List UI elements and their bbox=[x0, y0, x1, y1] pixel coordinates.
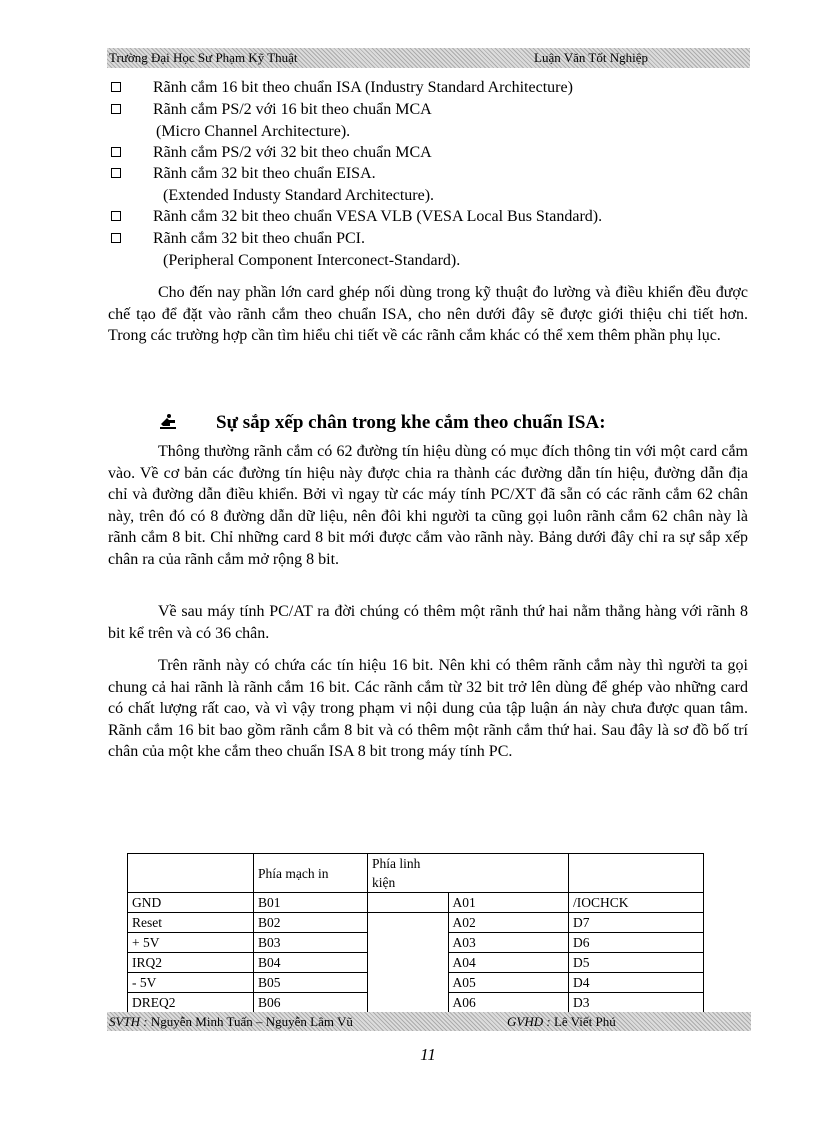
page-header bbox=[107, 48, 750, 68]
table-row: DREQ2 B06 A06 D3 bbox=[128, 993, 704, 1013]
table-gap bbox=[368, 933, 449, 953]
checkbox-bullet-icon bbox=[111, 168, 121, 178]
table-header-row bbox=[128, 854, 704, 893]
body-paragraph-2: Về sau máy tính PC/AT ra đời chúng có thêm một rãnh thứ hai nằm thẳng hàng với rãnh 8 bit kể trên và có 36 chân. bbox=[108, 603, 748, 642]
table-header-b: Phía mạch in bbox=[254, 854, 368, 893]
section-title-text: Sự sắp xếp chân trong khe cắm theo chuẩn ISA: bbox=[216, 412, 606, 433]
page-footer bbox=[107, 1012, 751, 1031]
hand-pointer-icon bbox=[158, 413, 178, 431]
table-row: + 5V B03 A03 D6 bbox=[128, 933, 704, 953]
table-row: GND B01 A01 /IOCHCK bbox=[128, 893, 704, 913]
table-gap bbox=[368, 993, 449, 1013]
table-row: - 5V B05 A05 D4 bbox=[128, 973, 704, 993]
table-gap bbox=[368, 953, 449, 973]
checkbox-bullet-icon bbox=[111, 233, 121, 243]
header-school: Trường Đại Học Sư Phạm Kỹ Thuật bbox=[109, 50, 298, 65]
table-gap bbox=[368, 973, 449, 993]
checkbox-bullet-icon bbox=[111, 211, 121, 221]
table-gap bbox=[368, 913, 449, 933]
section-title bbox=[158, 412, 606, 434]
footer-svth: SVTH : Nguyễn Minh Tuấn – Nguyễn Lâm Vũ bbox=[109, 1014, 353, 1029]
header-doc-type: Luận Văn Tốt Nghiệp bbox=[534, 50, 648, 65]
table-cell bbox=[128, 854, 254, 893]
table-row: IRQ2 B04 A04 D5 bbox=[128, 953, 704, 973]
checkbox-bullet-icon bbox=[111, 104, 121, 114]
table-cell bbox=[448, 854, 569, 893]
table-row: Reset B02 A02 D7 bbox=[128, 913, 704, 933]
body-paragraph-3: Trên rãnh này có chứa các tín hiệu 16 bit. Nên khi có thêm rãnh cắm này thì người ta gọi chung cả hai rãnh là rãnh cắm 16 bit. Các rãnh cắm từ 32 bit trở lên dùng để ghép vào những card có chất lượng rất cao, và vì vậy trong phạm vi nội dung của tập luận án này chưa được quan tâm. Rãnh cắm 16 bit bao gồm rãnh cắm 8 bit và có thêm một rãnh cắm thứ hai. Sau đây là sơ đồ bố trí chân của một khe cắm theo chuẩn ISA 8 bit trong máy tính PC. bbox=[108, 657, 748, 761]
pin-table bbox=[127, 853, 704, 1013]
table-gap bbox=[368, 893, 449, 913]
checkbox-bullet-icon bbox=[111, 147, 121, 157]
intro-paragraph: Cho đến nay phần lớn card ghép nối dùng trong kỹ thuật đo lường và điều khiển đều được chế tạo để đặt vào rãnh cắm theo chuẩn ISA, cho nên dưới đây sẽ được giới thiệu chi tiết hơn. Trong các trường hợp cần tìm hiểu chi tiết về các rãnh cắm khác có thể xem thêm phần phụ lục. bbox=[108, 284, 748, 345]
footer-gvhd: GVHD : Lê Viết Phú bbox=[507, 1014, 616, 1029]
table-cell bbox=[569, 854, 704, 893]
checkbox-bullet-icon bbox=[111, 82, 121, 92]
body-paragraph-1: Thông thường rãnh cắm có 62 đường tín hiệu dùng có mục đích thông tin với một card cắm vào. Về cơ bản các đường tín hiệu này được chia ra thành các đường dẫn tín hiệu, đường dẫn địa chỉ và đường dẫn điều khiển. Bởi vì ngay từ các máy tính PC/XT đã sẵn có các rãnh cắm 62 chân này, trên đó có 8 đường dẫn dữ liệu, nên đôi khi người ta cũng gọi luôn rãnh cắm 62 chân này là rãnh cắm 8 bit. Chỉ những card 8 bit mới được cắm vào rãnh này. Bảng dưới đây chỉ ra sự sắp xếp chân ra của rãnh cắm mở rộng 8 bit. bbox=[108, 443, 748, 568]
page-number: 11 bbox=[420, 1045, 436, 1064]
table-header-a: Phía linh kiện bbox=[368, 854, 449, 893]
